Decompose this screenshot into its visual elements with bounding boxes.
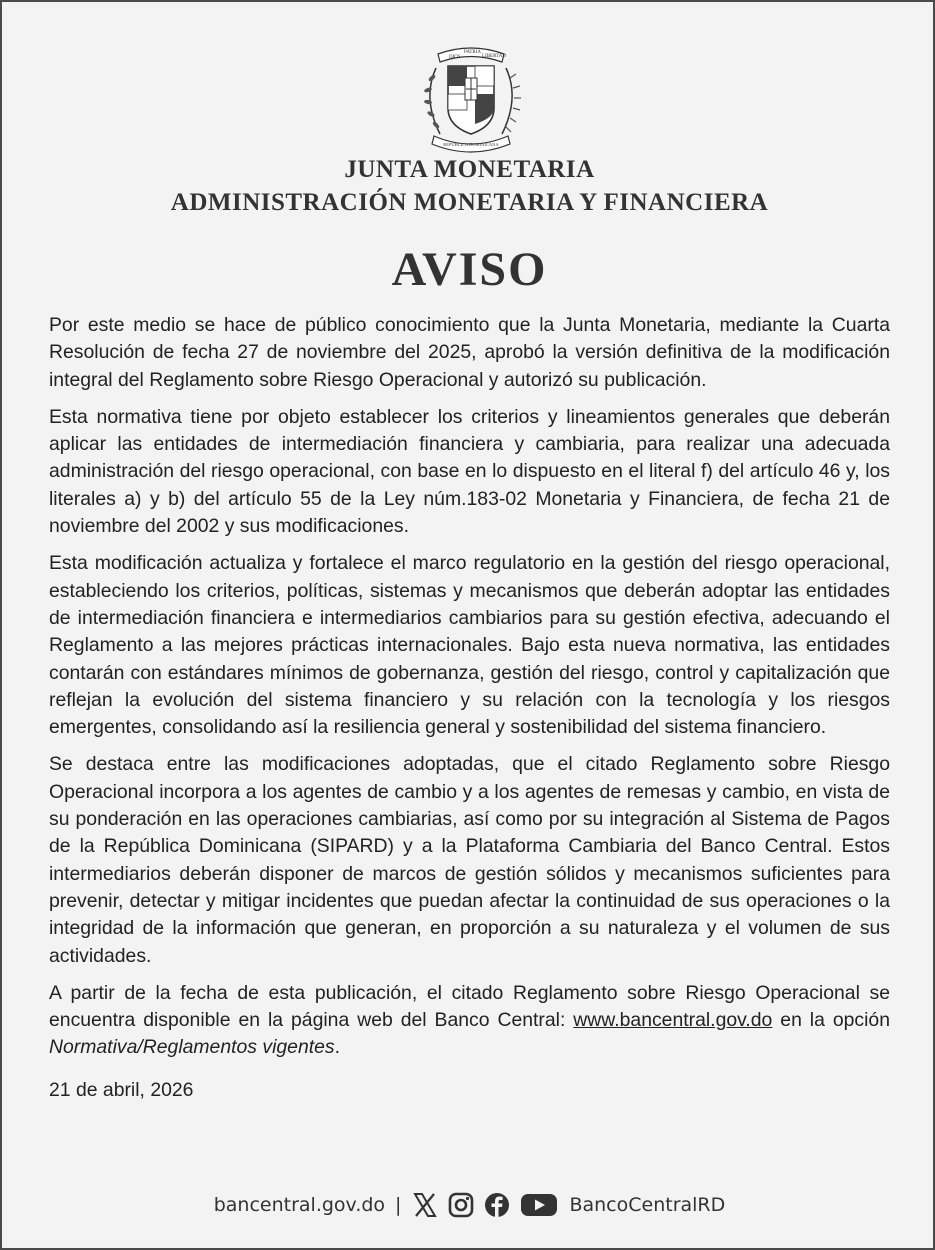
seal-label-dios: DIOS (449, 55, 461, 60)
seal-label-republica: REPÚBLICA DOMINICANA (443, 142, 499, 147)
footer-website[interactable]: bancentral.gov.do (213, 1194, 386, 1216)
facebook-icon[interactable] (483, 1191, 511, 1219)
paragraph-1: Por este medio se hace de público conocimiento que la Junta Monetaria, mediante la Cuarta Resolución de fecha 27 de noviembre del 2025, aprobó la versión definitiva de la modificación integral del Reglamento sobre Riesgo Operacional y autorizó su publicación. (49, 314, 890, 391)
seal-label-patria: PATRIA (464, 50, 482, 55)
website-link[interactable]: www.bancentral.gov.do (573, 1009, 773, 1032)
coat-of-arms-icon (418, 38, 524, 156)
org-subname: ADMINISTRACIÓN MONETARIA Y FINANCIERA (170, 189, 769, 216)
paragraph-4: Se destaca entre las modificaciones adoptadas, que el citado Reglamento sobre Riesgo Operacional incorpora a los agentes de cambio y a los agentes de remesas y cambio, en vista de su ponderación en las operaciones cambiarias, así como por su integración al Sistema de Pagos de la República Dominicana (SIPARD) y a la Plataforma Cambiaria del Banco Central. Estos intermediarios deberán disponer de marcos de gestión sólidos y mecanismos suficientes para prevenir, detectar y mitigar incidentes que puedan afectar la continuidad de sus operaciones o la integridad de la información que generan, en proporción a su naturaleza y el volumen de sus actividades. (49, 753, 890, 967)
paragraph-5 (49, 980, 890, 1062)
paragraph-5-text-end: . (334, 1036, 340, 1059)
paragraph-5-text: A partir de la fecha de esta publicación, el citado Reglamento sobre Riesgo Operacional se encuentra disponible en la página web del Banco Central: (49, 981, 890, 1032)
paragraph-5-text-middle: en la opción (772, 1009, 890, 1032)
x-icon[interactable] (411, 1191, 439, 1219)
notice-body (49, 312, 890, 1114)
footer-separator: | (395, 1194, 402, 1216)
paragraph-3: Esta modificación actualiza y fortalece el marco regulatorio en la gestión del riesgo operacional, estableciendo los criterios, políticas, sistemas y mecanismos que deberán adoptar las entidades de intermediación financiera e intermediarios cambiarios para su gestión efectiva, adecuando el Reglamento a las mejores prácticas internacionales. Bajo esta nueva normativa, las entidades contarán con estándares mínimos de gobernanza, gestión del riesgo, control y capitalización que reflejan la evolución del sistema financiero y su relación con la tecnología y los riesgos emergentes, consolidando así la resiliencia general y sostenibilidad del sistema financiero. (49, 552, 890, 739)
youtube-icon[interactable] (519, 1191, 559, 1219)
page-title: AVISO (391, 243, 548, 296)
publication-date: 21 de abril, 2026 (49, 1078, 194, 1101)
footer (2, 1188, 935, 1222)
instagram-icon[interactable] (447, 1191, 475, 1219)
section-name: Normativa/Reglamentos vigentes (49, 1036, 335, 1059)
seal-label-libertad: LIBERTAD (482, 54, 507, 59)
paragraph-2: Esta normativa tiene por objeto establecer los criterios y lineamientos generales que deberán aplicar las entidades de intermediación financiera y cambiaria, para realizar una adecuada administración del riesgo operacional, con base en lo dispuesto en el literal f) del artículo 46 y, los literales a) y b) del artículo 55 de la Ley núm.183-02 Monetaria y Financiera, de fecha 21 de noviembre del 2002 y sus modificaciones. (49, 405, 890, 538)
org-name: JUNTA MONETARIA (344, 156, 595, 183)
footer-social-handle[interactable]: BancoCentralRD (569, 1194, 726, 1216)
